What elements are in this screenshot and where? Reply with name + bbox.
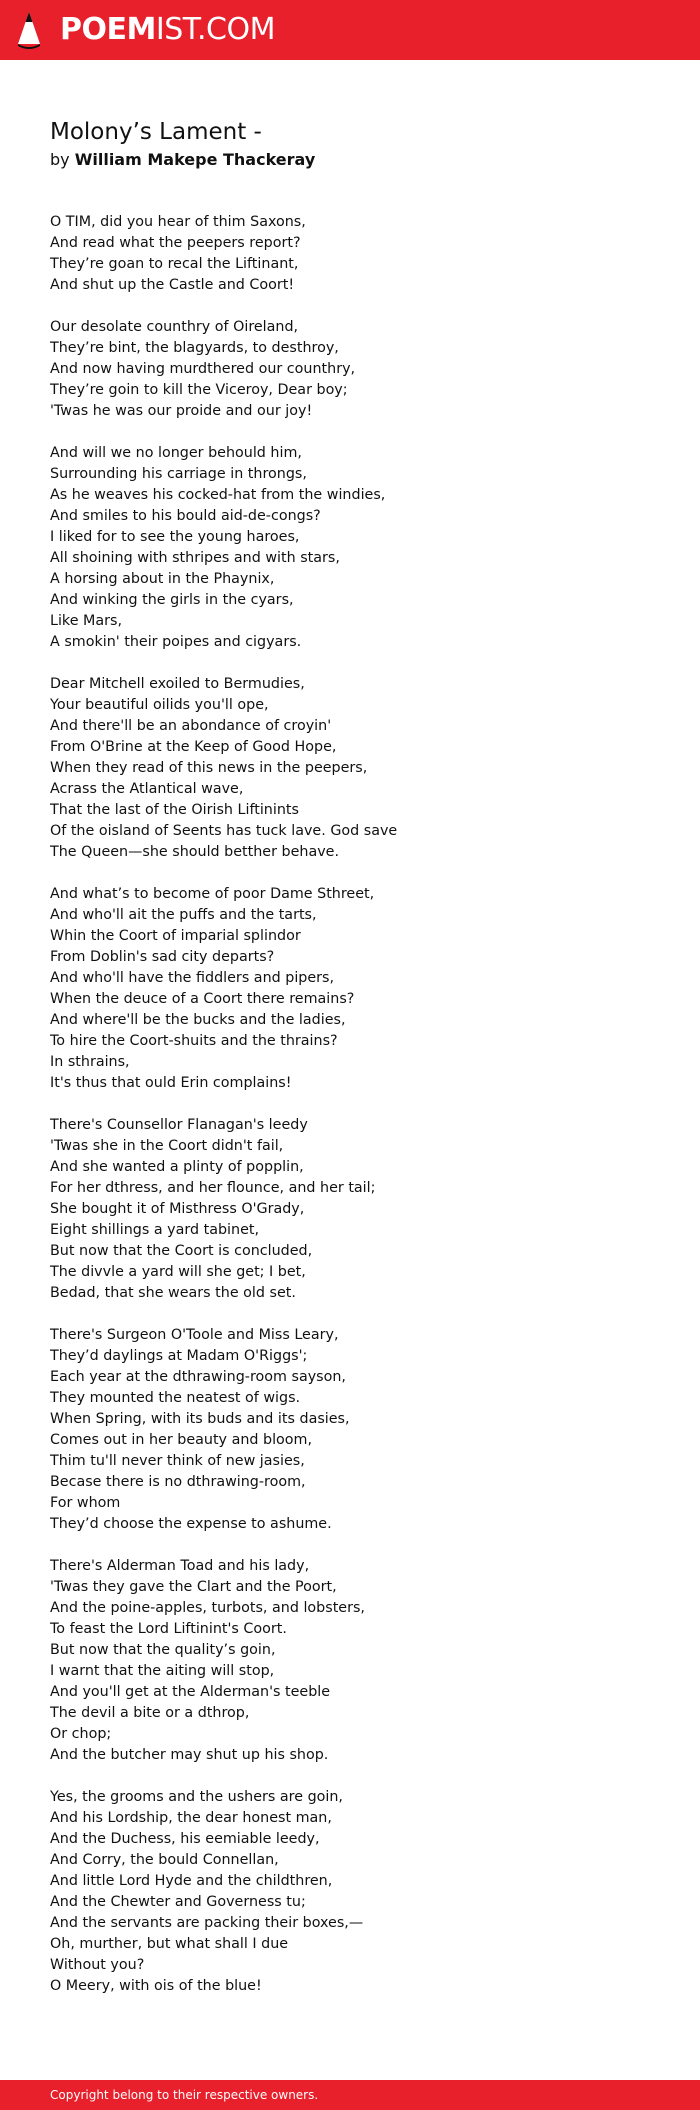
poem-line: And she wanted a plinty of popplin, <box>50 1159 304 1175</box>
poem-line: When the deuce of a Coort there remains? <box>50 991 355 1007</box>
poem-line: As he weaves his cocked-hat from the windies, <box>50 487 386 503</box>
poem-line: There's Surgeon O'Toole and Miss Leary, <box>50 1327 339 1343</box>
author-name[interactable]: William Makepe Thackeray <box>74 150 316 169</box>
poem-line: Dear Mitchell exoiled to Bermudies, <box>50 676 305 692</box>
poem-line: Surrounding his carriage in throngs, <box>50 466 307 482</box>
poem-line: But now that the Coort is concluded, <box>50 1243 313 1259</box>
poem-line: They’re goan to recal the Liftinant, <box>50 256 299 272</box>
poem-line: When they read of this news in the peepers, <box>50 760 368 776</box>
poem-line: To hire the Coort-shuits and the thrains? <box>50 1033 338 1049</box>
poem-line: O Meery, with ois of the blue! <box>50 1978 262 1994</box>
poem-title: Molony’s Lament - <box>50 119 262 145</box>
poem-line: Or chop; <box>50 1726 112 1742</box>
poem-line: And winking the girls in the cyars, <box>50 592 294 608</box>
logo-thin-text: IST.COM <box>155 12 275 47</box>
poem-line: It's thus that ould Erin complains! <box>50 1075 292 1091</box>
poem-line: In sthrains, <box>50 1054 130 1070</box>
poem-line: And who'll ait the puffs and the tarts, <box>50 907 317 923</box>
pencil-tip-icon <box>16 10 42 52</box>
poem-line: The Queen—she should betther behave. <box>50 844 340 860</box>
poem-line: They mounted the neatest of wigs. <box>50 1390 301 1406</box>
poem-line: Our desolate counthry of Oireland, <box>50 319 299 335</box>
poem-line: 'Twas she in the Coort didn't fail, <box>50 1138 284 1154</box>
poem-line: They’re goin to kill the Viceroy, Dear boy; <box>50 382 348 398</box>
poem-line: A horsing about in the Phaynix, <box>50 571 275 587</box>
poem-line: That the last of the Oirish Liftinints <box>50 802 299 818</box>
poem-line: And where'll be the bucks and the ladies, <box>50 1012 346 1028</box>
poem-line: Your beautiful oilids you'll ope, <box>50 697 269 713</box>
poem-stanza <box>50 1556 650 1766</box>
poem-line: The divvle a yard will she get; I bet, <box>50 1264 306 1280</box>
poem-line: The devil a bite or a dthrop, <box>50 1705 250 1721</box>
poem-line: 'Twas he was our proide and our joy! <box>50 403 313 419</box>
poem-stanza <box>50 1325 650 1535</box>
poem-line: I warnt that the aiting will stop, <box>50 1663 275 1679</box>
site-footer <box>0 2080 700 2110</box>
poem-line: And little Lord Hyde and the childthren, <box>50 1873 333 1889</box>
poem-line: When Spring, with its buds and its dasies, <box>50 1411 350 1427</box>
poem-line: O TIM, did you hear of thim Saxons, <box>50 214 306 230</box>
poem-line: Eight shillings a yard tabinet, <box>50 1222 260 1238</box>
poem-line: They’d choose the expense to ashume. <box>50 1516 332 1532</box>
poem-line: And now having murdthered our counthry, <box>50 361 356 377</box>
poem-line: Of the oisland of Seents has tuck lave. God save <box>50 823 398 839</box>
poem-line: To feast the Lord Liftinint's Coort. <box>50 1621 287 1637</box>
poem-line: And shut up the Castle and Coort! <box>50 277 295 293</box>
poem-line: And read what the peepers report? <box>50 235 301 251</box>
poem-line: There's Counsellor Flanagan's leedy <box>50 1117 308 1133</box>
poem-line: And who'll have the fiddlers and pipers, <box>50 970 335 986</box>
poem-line: And his Lordship, the dear honest man, <box>50 1810 332 1826</box>
poem-line: And the Chewter and Governess tu; <box>50 1894 306 1910</box>
poem-line: Comes out in her beauty and bloom, <box>50 1432 313 1448</box>
poem-line: Whin the Coort of imparial splindor <box>50 928 301 944</box>
poem-stanza <box>50 884 650 1094</box>
poem-line: They’d daylings at Madam O'Riggs'; <box>50 1348 308 1364</box>
poem-stanza <box>50 1115 650 1304</box>
site-logo[interactable] <box>60 10 275 50</box>
poem-line: And smiles to his bould aid-de-congs? <box>50 508 321 524</box>
poem-body <box>50 212 650 1997</box>
poem-line: Yes, the grooms and the ushers are goin, <box>50 1789 343 1805</box>
poem-stanza <box>50 443 650 653</box>
poem-line: Bedad, that she wears the old set. <box>50 1285 296 1301</box>
poem-stanza <box>50 212 650 296</box>
poem-stanza <box>50 317 650 422</box>
poem-line: They’re bint, the blagyards, to desthroy, <box>50 340 339 356</box>
poem-line: And will we no longer behould him, <box>50 445 302 461</box>
poem-content <box>50 118 650 2018</box>
poem-line: All shoining with sthripes and with stars, <box>50 550 340 566</box>
poem-line: And Corry, the bould Connellan, <box>50 1852 279 1868</box>
poem-line: Like Mars, <box>50 613 123 629</box>
poem-line: For whom <box>50 1495 121 1511</box>
poem-line: Oh, murther, but what shall I due <box>50 1936 289 1952</box>
poem-line: Acrass the Atlantical wave, <box>50 781 244 797</box>
poem-line: Becase there is no dthrawing-room, <box>50 1474 306 1490</box>
poem-line: And you'll get at the Alderman's teeble <box>50 1684 331 1700</box>
poem-line: But now that the quality’s goin, <box>50 1642 276 1658</box>
poem-line: Each year at the dthrawing-room sayson, <box>50 1369 346 1385</box>
poem-line: 'Twas they gave the Clart and the Poort, <box>50 1579 337 1595</box>
poem-line: Thim tu'll never think of new jasies, <box>50 1453 305 1469</box>
poem-line: And what’s to become of poor Dame Sthreet, <box>50 886 375 902</box>
site-header <box>0 0 700 60</box>
poem-line: And the butcher may shut up his shop. <box>50 1747 329 1763</box>
poem-line: And the Duchess, his eemiable leedy, <box>50 1831 320 1847</box>
poem-line: There's Alderman Toad and his lady, <box>50 1558 310 1574</box>
poem-line: She bought it of Misthress O'Grady, <box>50 1201 305 1217</box>
by-label: by <box>50 150 70 169</box>
poem-line: From O'Brine at the Keep of Good Hope, <box>50 739 337 755</box>
poem-line: And there'll be an abondance of croyin' <box>50 718 332 734</box>
poem-byline <box>50 148 650 172</box>
poem-line: I liked for to see the young haroes, <box>50 529 300 545</box>
poem-line: A smokin' their poipes and cigyars. <box>50 634 302 650</box>
poem-line: And the servants are packing their boxes,— <box>50 1915 364 1931</box>
poem-stanza <box>50 1787 650 1997</box>
poem-stanza <box>50 674 650 863</box>
poem-line: For her dthress, and her flounce, and her tail; <box>50 1180 376 1196</box>
poem-line: From Doblin's sad city departs? <box>50 949 275 965</box>
poem-line: Without you? <box>50 1957 145 1973</box>
logo-bold-text: POEM <box>60 12 156 47</box>
copyright-text: Copyright belong to their respective owners. <box>50 2088 319 2102</box>
poem-line: And the poine-apples, turbots, and lobsters, <box>50 1600 365 1616</box>
